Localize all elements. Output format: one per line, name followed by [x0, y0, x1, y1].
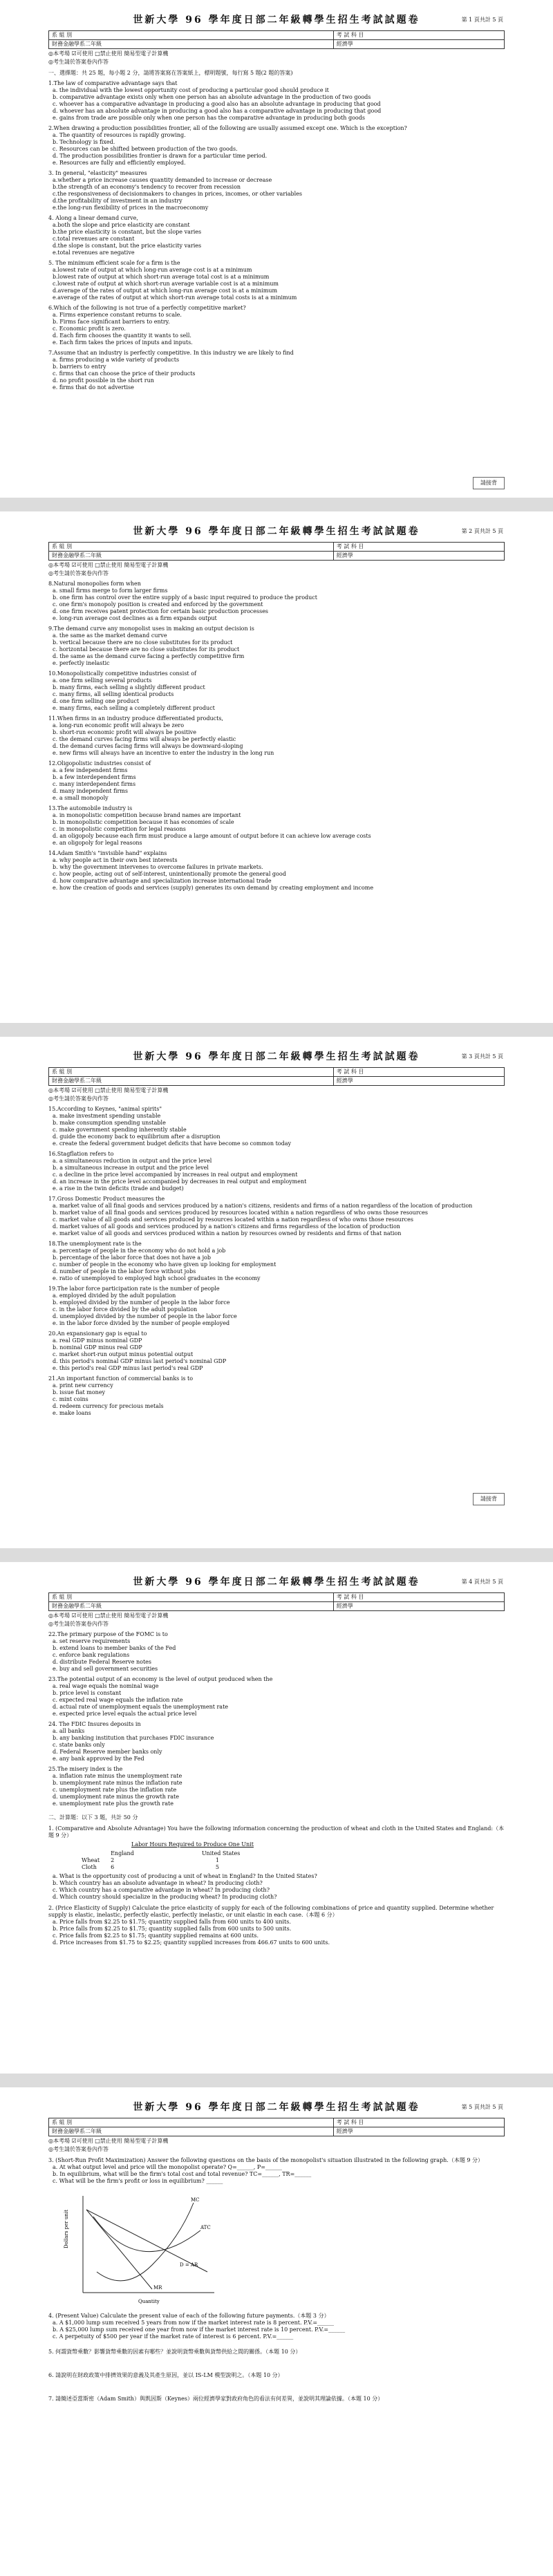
question-stem: 2.When drawing a production possibilities frontier, all of the following are usually assumed except one. Which is the exception? — [48, 125, 407, 131]
problem-7: 7. 請簡述亞當斯密（Adam Smith）與凱因斯（Keynes）兩位經濟學家對政府角色的看法有何差異，並說明其理論依據。（本題 10 分） — [48, 2396, 384, 2402]
answer-option: d. this period's nominal GDP minus last period's nominal GDP — [53, 1358, 227, 1364]
answer-option: c. the demand curves facing firms will always be perfectly elastic — [53, 736, 236, 742]
exam-header-table — [48, 30, 505, 49]
exam-header-table — [48, 2118, 505, 2136]
answer-option: e. ratio of unemployed to employed high school graduates in the economy — [53, 1275, 261, 1281]
question-stem: 12.Oligopolistic industries consist of — [48, 760, 151, 767]
question-list — [48, 1631, 505, 1807]
answer-option: b. a simultaneous increase in output and the price level — [53, 1165, 209, 1171]
sub-question: b. Price falls from $2.25 to $1.75; quantity supplied falls from 600 units to 500 units. — [53, 1926, 292, 1932]
sub-question: b. Which country has an absolute advantage in wheat? In producing cloth? — [53, 1880, 263, 1886]
header-dept-label: 系 組 別 — [49, 2118, 334, 2127]
sub-question: c. Price falls from $2.25 to $1.75; quantity supplied remains at 600 units. — [53, 1933, 259, 1939]
answer-option: a. why people act in their own best interests — [53, 857, 178, 863]
answer-option: b.the price elasticity is constant, but the slope varies — [53, 229, 202, 235]
question-stem: 15.According to Keynes, "animal spirits" — [48, 1106, 162, 1112]
answer-option: c. make government spending inherently stable — [53, 1127, 187, 1133]
labor-table — [76, 1850, 245, 1871]
answer-option: a. inflation rate minus the unemployment rate — [53, 1773, 182, 1779]
question-stem: 5. The minimum efficient scale for a firm is the — [48, 260, 180, 266]
question-stem: 25.The misery index is the — [48, 1766, 123, 1772]
answer-option: c. state banks only — [53, 1742, 105, 1748]
answer-note: ◎考生請於答案卷內作答 — [48, 570, 109, 576]
answer-option: a. real GDP minus nominal GDP — [53, 1337, 142, 1344]
question-stem: 9.The demand curve any monopolist uses in making an output decision is — [48, 626, 254, 632]
page-title: 世新大學 96 學年度日部二年級轉學生招生考試試題卷 — [133, 15, 420, 26]
header-subject: 經濟學 — [333, 1602, 504, 1611]
problem-3-parts — [48, 2164, 505, 2185]
sub-question: d. Which country should specialize in the producing wheat? In producing cloth? — [53, 1894, 277, 1900]
header-dept-label: 系 組 別 — [49, 1068, 334, 1077]
answer-option: c. in monopolistic competition for legal reasons — [53, 826, 186, 832]
answer-option: c. mint coins — [53, 1396, 88, 1402]
problem-6: 6. 請說明在財政政策中排擠效果的意義及其產生原因，並以 IS-LM 模型說明之。（本題 10 分） — [48, 2372, 283, 2378]
answer-option: a. a few independent firms — [53, 767, 128, 773]
question-stem: 16.Stagflation refers to — [48, 1151, 114, 1157]
answer-option: b. many firms, each selling a slightly different product — [53, 684, 205, 690]
answer-option: a. firms producing a wide variety of products — [53, 357, 180, 363]
answer-option: e. buy and sell government securities — [53, 1666, 158, 1672]
question-stem: 24. The FDIC Insures deposits in — [48, 1721, 141, 1727]
answer-option: d.the profitability of investment in an industry — [53, 198, 182, 204]
answer-option: c.lowest rate of output at which short-run average variable cost is at a minimum — [53, 281, 279, 287]
answer-option: b. extend loans to member banks of the Fed — [53, 1645, 176, 1651]
header-subject-label: 考 試 科 目 — [333, 2118, 504, 2127]
page-number: 第 2 頁共計 5 頁 — [461, 528, 503, 534]
header-subject: 經濟學 — [333, 40, 504, 49]
answer-option: b. unemployment rate minus the inflation rate — [53, 1780, 182, 1786]
answer-option: a. real wage equals the nominal wage — [53, 1683, 159, 1689]
answer-option: e. make loans — [53, 1410, 91, 1416]
header-dept: 財務金融學系二年級 — [49, 1077, 334, 1086]
answer-option: a. make investment spending unstable — [53, 1113, 161, 1119]
sub-question: a. A $1,000 lump sum received 5 years from now if the market interest rate is 8 percent. P.V.=______ — [53, 2320, 335, 2326]
atc-label: ATC — [200, 2225, 211, 2230]
answer-option: d. redeem currency for precious metals — [53, 1403, 164, 1409]
answer-option: c. many interdependent firms — [53, 781, 136, 787]
sub-question: b. A $25,000 lump sum received one year from now if the market interest rate is 10 percent. P.V.=______ — [53, 2326, 346, 2333]
answer-option: a. the individual with the lowest opportunity cost of producing a particular good should produce it — [53, 87, 329, 93]
answer-option: e. long-run average cost declines as a firm expands output — [53, 615, 217, 621]
mc-curve — [97, 2203, 194, 2281]
answer-option: d. market values of all goods and services produced by a nation's citizens and firms regardless of the location of production — [53, 1223, 400, 1230]
problem-1: 1. (Comparative and Absolute Advantage) You have the following information concerning the production of wheat and cloth in the United States and England:（本題 9 分） — [48, 1825, 505, 1839]
answer-option: a. set reserve requirements — [53, 1638, 131, 1644]
answer-option: d.the slope is constant, but the price elasticity varies — [53, 243, 202, 249]
answer-option: d. The production possibilities frontier is drawn for a particular time period. — [53, 153, 268, 159]
answer-option: a. Firms experience constant returns to scale. — [53, 312, 182, 318]
answer-option: e. market value of all goods and services produced within a nation by resources owned by residents and firms of that nation — [53, 1230, 402, 1237]
answer-option: d. distribute Federal Reserve notes — [53, 1659, 151, 1665]
sub-question: a. At what output level and price will the monopolist operate? Q=______, P=______ — [53, 2164, 282, 2170]
answer-option: d. number of people in the labor force without jobs — [53, 1268, 196, 1275]
answer-option: b. one firm has control over the entire supply of a basic input required to produce the product — [53, 594, 317, 601]
labor-cell: 2 — [111, 1857, 115, 1863]
answer-option: d. Federal Reserve member banks only — [53, 1749, 162, 1755]
answer-option: b. in monopolistic competition because it has economies of scale — [53, 819, 234, 825]
answer-note: ◎考生請於答案卷內作答 — [48, 59, 109, 65]
answer-option: c. how people, acting out of self-interest, unintentionally promote the general good — [53, 871, 286, 877]
answer-option: d. one firm selling one product — [53, 698, 140, 704]
answer-option: a. a simultaneous reduction in output and the price level — [53, 1158, 212, 1164]
answer-option: b. percentage of the labor force that does not have a job — [53, 1254, 211, 1261]
answer-option: a. market value of all final goods and services produced by a nation's citizens, residents and firms of a nation regardless of the location of production — [53, 1203, 473, 1209]
calculator-note: ◎本考場 ☑可使用 □禁止使用 簡易型電子計算機 — [48, 50, 169, 57]
answer-option: a. all banks — [53, 1728, 85, 1734]
sub-question: a. Price falls from $2.25 to $1.75; quantity supplied falls from 600 units to 400 units. — [53, 1919, 291, 1925]
header-subject-label: 考 試 科 目 — [333, 31, 504, 40]
answer-option: d. Each firm chooses the quantity it wants to sell. — [53, 332, 191, 339]
header-subject: 經濟學 — [333, 1077, 504, 1086]
answer-option: b. a few interdependent firms — [53, 774, 136, 780]
answer-option: b. issue fiat money — [53, 1389, 106, 1395]
answer-option: a. long-run economic profit will always be zero — [53, 722, 185, 728]
exam-page-3 — [0, 1037, 553, 1548]
question-stem: 21.An important function of commercial banks is to — [48, 1375, 194, 1382]
question-stem: 13.The automobile industry is — [48, 805, 133, 811]
answer-option: d. how comparative advantage and specialization increase international trade — [53, 878, 272, 884]
page-title: 世新大學 96 學年度日部二年級轉學生招生考試試題卷 — [133, 526, 420, 537]
question-list — [48, 80, 505, 391]
answer-option: e. a rise in the twin deficits (trade and budget) — [53, 1185, 184, 1192]
answer-option: e. expected price level equals the actual price level — [53, 1711, 197, 1717]
answer-option: d. an increase in the price level accompanied by decreases in real output and employment — [53, 1178, 307, 1185]
answer-option: e. Each firm takes the prices of inputs and inputs. — [53, 339, 193, 346]
answer-option: a. small firms merge to form larger firms — [53, 587, 168, 594]
section-instructions: 一、選擇題：共 25 題，每小題 2 分，請將答案寫在答案紙上，標明題號，每行寫 5 題(2 題的答案) — [48, 70, 293, 76]
answer-option: c. one firm's monopoly position is created and enforced by the government — [53, 601, 263, 608]
answer-option: c. many firms, all selling identical products — [53, 691, 174, 697]
answer-option: c.total revenues are constant — [53, 236, 135, 242]
question-stem: 3. In general, "elasticity" measures — [48, 170, 147, 176]
answer-option: b. Firms face significant barriers to entry. — [53, 319, 170, 325]
answer-option: d. unemployed divided by the number of people in the labor force — [53, 1313, 237, 1319]
question-stem: 18.The unemployment rate is the — [48, 1241, 142, 1247]
answer-option: a. the same as the market demand curve — [53, 632, 167, 639]
answer-option: c. a decline in the price level accompanied by increases in real output and employment — [53, 1172, 298, 1178]
labor-row-label: Wheat — [82, 1857, 100, 1863]
answer-option: c. firms that can choose the price of their products — [53, 370, 196, 377]
exam-page-2 — [0, 511, 553, 1023]
header-subject: 經濟學 — [333, 2127, 504, 2136]
answer-option: d. an oligopoly because each firm must produce a large amount of output before it can achieve low average costs — [53, 833, 371, 839]
question-stem: 8.Natural monopolies form when — [48, 581, 141, 587]
header-dept: 財務金融學系二年級 — [49, 2127, 334, 2136]
sub-question: c. Which country has a comparative advantage in wheat? In producing cloth? — [53, 1887, 270, 1893]
header-dept: 財務金融學系二年級 — [49, 40, 334, 49]
calculator-note: ◎本考場 ☑可使用 □禁止使用 簡易型電子計算機 — [48, 1087, 169, 1093]
answer-option: e. any bank approved by the Fed — [53, 1756, 144, 1762]
labor-row-label: Cloth — [82, 1864, 97, 1870]
question-stem: 14.Adam Smith's "invisible hand" explains — [48, 850, 167, 856]
question-stem: 10.Monopolistically competitive industries consist of — [48, 670, 196, 677]
labor-col-england: England — [111, 1850, 134, 1856]
answer-option: b. short-run economic profit will always be positive — [53, 729, 196, 735]
question-stem: 7.Assume that an industry is perfectly competitive. In this industry we are likely to find — [48, 350, 294, 356]
answer-option: e. create the federal government budget deficits that have become so common today — [53, 1140, 292, 1147]
page-title: 世新大學 96 學年度日部二年級轉學生招生考試試題卷 — [133, 1051, 420, 1062]
answer-option: d. many independent firms — [53, 788, 128, 794]
header-dept-label: 系 組 別 — [49, 1593, 334, 1602]
answer-option: e. a small monopoly — [53, 795, 109, 801]
exam-page-1 — [0, 0, 553, 498]
answer-option: c. number of people in the economy who have given up looking for employment — [53, 1261, 276, 1268]
header-dept-label: 系 組 別 — [49, 543, 334, 552]
section2-instructions: 二、計算題：以下 3 題，共計 50 分 — [48, 1814, 138, 1821]
answer-option: b. any banking institution that purchases FDIC insurance — [53, 1735, 214, 1741]
mr-label: MR — [153, 2285, 162, 2291]
answer-option: c. in the labor force divided by the adult population — [53, 1306, 198, 1313]
sub-question: c. A perpetuity of $500 per year if the market rate of interest is 6 percent. P.V.=______ — [53, 2333, 294, 2340]
answer-option: e. gains from trade are possible only when one person has the comparative advantage in producing both goods — [53, 115, 365, 121]
problem-3: 3. (Short-Run Profit Maximization) Answer the following questions on the basis of the monopolist's situation illustrated in the following graph.（本題 9 分） — [48, 2157, 484, 2163]
exam-header-table — [48, 542, 505, 561]
calculator-note: ◎本考場 ☑可使用 □禁止使用 簡易型電子計算機 — [48, 562, 169, 568]
answer-option: a. one firm selling several products — [53, 677, 152, 684]
answer-option: d. guide the economy back to equilibrium after a disruption — [53, 1134, 221, 1140]
header-subject-label: 考 試 科 目 — [333, 1068, 504, 1077]
answer-option: d. no profit possible in the short run — [53, 377, 154, 384]
labor-cell: 6 — [111, 1864, 115, 1870]
header-subject-label: 考 試 科 目 — [333, 543, 504, 552]
sub-question: b. In equilibrium, what will be the firm's total cost and total revenue? TC=______, TR=______ — [53, 2171, 312, 2177]
answer-option: c. enforce bank regulations — [53, 1652, 130, 1658]
problem-2-parts — [48, 1919, 505, 1946]
question-stem: 17.Gross Domestic Product measures the — [48, 1196, 165, 1202]
monopolist-graph — [62, 2189, 221, 2306]
answer-option: d.average of the rates of output at which long-run average cost is at a minimum — [53, 288, 278, 294]
answer-option: a. The quantity of resources is rapidly growing. — [53, 132, 186, 138]
continue-stamp: 請接背 — [473, 1493, 505, 1505]
calculator-note: ◎本考場 ☑可使用 □禁止使用 簡易型電子計算機 — [48, 2138, 169, 2144]
calculator-note: ◎本考場 ☑可使用 □禁止使用 簡易型電子計算機 — [48, 1613, 169, 1619]
demand-label: D = AR — [180, 2262, 198, 2268]
labor-cell: 5 — [215, 1864, 219, 1870]
question-stem: 1.The law of comparative advantage says that — [48, 80, 178, 86]
answer-option: a.both the slope and price elasticity are constant — [53, 222, 190, 228]
question-stem: 4. Along a linear demand curve, — [48, 215, 138, 221]
continue-stamp: 請接背 — [473, 477, 505, 489]
page-number: 第 5 頁共計 5 頁 — [461, 2104, 503, 2110]
question-stem: 23.The potential output of an economy is the level of output produced when the — [48, 1676, 273, 1682]
header-dept-label: 系 組 別 — [49, 31, 334, 40]
answer-option: b. price level is constant — [53, 1690, 122, 1696]
answer-option: e. new firms will always have an incentive to enter the industry in the long run — [53, 750, 274, 756]
answer-option: c. Resources can be shifted between production of the two goods. — [53, 146, 238, 152]
question-stem: 6.Which of the following is not true of a perfectly competitive market? — [48, 305, 246, 311]
question-stem: 11.When firms in an industry produce differentiated products, — [48, 715, 223, 722]
question-stem: 20.An expansionary gap is equal to — [48, 1331, 147, 1337]
question-list — [48, 1106, 505, 1417]
answer-option: c. Economic profit is zero. — [53, 326, 126, 332]
answer-option: e. perfectly inelastic — [53, 660, 110, 666]
answer-note: ◎考生請於答案卷內作答 — [48, 1621, 109, 1627]
labor-cell: 1 — [215, 1857, 219, 1863]
answer-option: b.the strength of an economy's tendency to recover from recession — [53, 184, 241, 190]
answer-option: e. this period's real GDP minus last period's real GDP — [53, 1365, 203, 1371]
header-dept: 財務金融學系二年級 — [49, 552, 334, 561]
question-list — [48, 581, 505, 892]
problem-4: 4. (Present Value) Calculate the present value of each of the following future payments.（本題 3 分） — [48, 2313, 330, 2319]
answer-option: c. market short-run output minus potential output — [53, 1351, 194, 1357]
labor-table-caption: Labor Hours Required to Produce One Unit — [131, 1841, 254, 1848]
answer-option: e. Resources are fully and efficiently employed. — [53, 160, 186, 166]
graph-xlabel: Quantity — [138, 2299, 160, 2304]
problem-1-parts — [48, 1873, 505, 1901]
answer-option: a. in monopolistic competition because brand names are important — [53, 812, 241, 818]
page-title: 世新大學 96 學年度日部二年級轉學生招生考試試題卷 — [133, 1577, 420, 1588]
answer-note: ◎考生請於答案卷內作答 — [48, 1096, 109, 1102]
page-title: 世新大學 96 學年度日部二年級轉學生招生考試試題卷 — [133, 2102, 420, 2113]
answer-note: ◎考生請於答案卷內作答 — [48, 2146, 109, 2152]
answer-option: a. percentage of people in the economy who do not hold a job — [53, 1248, 226, 1254]
exam-header-table — [48, 1592, 505, 1611]
answer-option: e.total revenues are negative — [53, 250, 135, 256]
answer-option: e. an oligopoly for legal reasons — [53, 840, 142, 846]
answer-option: b. barriers to entry — [53, 364, 106, 370]
answer-option: c.the responsiveness of decisionmakers to changes in prices, incomes, or other variables — [53, 191, 302, 197]
problem-5: 5. 何謂貨幣乘數？影響貨幣乘數的因素有哪些？並說明貨幣乘數與貨幣供給之間的關係。（本題 10 分） — [48, 2349, 301, 2355]
answer-option: d. the same as the demand curve facing a perfectly competitive firm — [53, 653, 245, 659]
answer-option: e. firms that do not advertise — [53, 384, 134, 391]
answer-option: c. market value of all goods and services produced by resources located within a nation regardless of who owns those resources — [53, 1216, 413, 1223]
answer-option: e. many firms, each selling a completely different product — [53, 705, 215, 711]
answer-option: a. print new currency — [53, 1382, 113, 1389]
answer-option: d. unemployment rate minus the growth rate — [53, 1794, 179, 1800]
problem-2: 2. (Price Elasticity of Supply) Calculate the price elasticity of supply for each of the following combinations of price and quantity supplied. Determine whether supply is elastic, inelastic, perfectly elastic, perfectly inelastic, or unit elastic in each case.（本題 6 分） — [48, 1905, 494, 1918]
header-dept: 財務金融學系二年級 — [49, 1602, 334, 1611]
mc-label: MC — [191, 2197, 200, 2203]
graph-ylabel: Dollars per unit — [64, 2210, 69, 2248]
page-number: 第 3 頁共計 5 頁 — [461, 1053, 503, 1060]
question-stem: 19.The labor force participation rate is the number of people — [48, 1286, 220, 1292]
answer-option: c. unemployment rate plus the inflation rate — [53, 1787, 177, 1793]
labor-col-us: United States — [201, 1850, 241, 1856]
answer-option: e. in the labor force divided by the number of people employed — [53, 1320, 230, 1326]
answer-option: e. how the creation of goods and services (supply) generates its own demand by creating employment and income — [53, 885, 374, 891]
header-subject-label: 考 試 科 目 — [333, 1593, 504, 1602]
sub-question: a. What is the opportunity cost of producing a unit of wheat in England? In the United States? — [53, 1873, 317, 1879]
answer-option: d. actual rate of unemployment equals the unemployment rate — [53, 1704, 229, 1710]
answer-option: e. unemployment rate plus the growth rate — [53, 1801, 174, 1807]
answer-option: b. comparative advantage exists only when one person has an absolute advantage in the production of two goods — [53, 94, 371, 100]
exam-header-table — [48, 1067, 505, 1086]
problem-4-parts — [48, 2320, 505, 2340]
answer-option: a.whether a price increase causes quantity demanded to increase or decrease — [53, 177, 272, 183]
answer-option: b. employed divided by the number of people in the labor force — [53, 1299, 230, 1306]
answer-option: b. vertical because there are no close substitutes for its product — [53, 639, 233, 646]
answer-option: b. why the government intervenes to overcome failures in private markets. — [53, 864, 263, 870]
answer-option: a.lowest rate of output at which long-run average cost is at a minimum — [53, 267, 252, 273]
answer-option: d. the demand curves facing firms will always be downward-sloping — [53, 743, 243, 749]
answer-option: c. expected real wage equals the inflation rate — [53, 1697, 183, 1703]
page-number: 第 4 頁共計 5 頁 — [461, 1579, 503, 1585]
answer-option: e.the long-run flexibility of prices in the macroeconomy — [53, 205, 209, 211]
answer-option: b. nominal GDP minus real GDP — [53, 1344, 142, 1351]
mr-curve — [86, 2210, 152, 2289]
sub-question: c. What will be the firm's profit or loss in equilibrium? ______ — [53, 2178, 223, 2184]
answer-option: b. make consumption spending unstable — [53, 1120, 166, 1126]
answer-option: e.average of the rates of output at which short-run average total costs is at a minimum — [53, 294, 297, 301]
page-number: 第 1 頁共計 5 頁 — [461, 17, 503, 23]
exam-page-5 — [0, 2087, 553, 2576]
question-stem: 22.The primary purpose of the FOMC is to — [48, 1631, 168, 1637]
answer-option: b.lowest rate of output at which short-run average total cost is at a minimum — [53, 274, 270, 280]
answer-option: d. one firm receives patent protection for certain basic production processes — [53, 608, 269, 614]
exam-page-4 — [0, 1562, 553, 2074]
answer-option: a. employed divided by the adult population — [53, 1292, 176, 1299]
answer-option: b. Technology is fixed. — [53, 139, 115, 145]
answer-option: c. horizontal because there are no close substitutes for its product — [53, 646, 240, 652]
answer-option: c. whoever has a comparative advantage in producing a good also has an absolute advantage in producing that good — [53, 101, 381, 107]
sub-question: d. Price increases from $1.75 to $2.25; quantity supplied increases from 466.67 units to 600 units. — [53, 1939, 330, 1946]
header-subject: 經濟學 — [333, 552, 504, 561]
answer-option: b. market value of all final goods and services produced by resources located within a nation regardless of who owns those resources — [53, 1210, 428, 1216]
answer-option: d. whoever has an absolute advantage in producing a good also has a comparative advantage in producing that good — [53, 108, 382, 114]
